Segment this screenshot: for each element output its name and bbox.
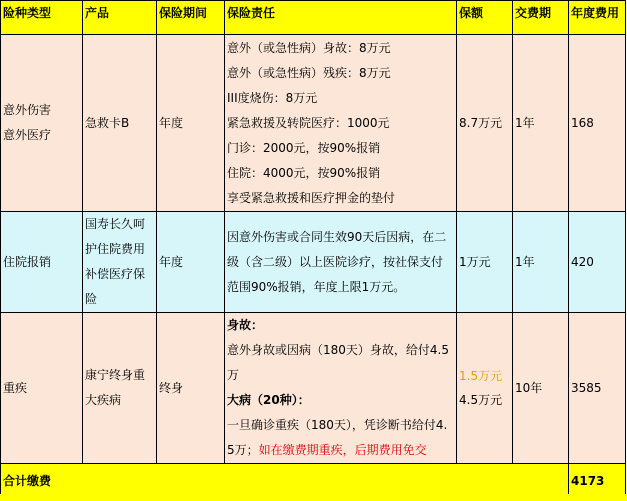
duty-illness-title: 大病（20种）： [227, 393, 310, 407]
cell-period: 年度 [157, 35, 225, 212]
cell-type: 意外伤害 意外医疗 [1, 35, 83, 212]
cell-type: 住院报销 [1, 212, 83, 313]
header-period: 保险期间 [157, 1, 225, 35]
amount-illness: 4.5万元 [459, 393, 503, 407]
cell-duty [225, 313, 457, 464]
duty-death-title: 身故： [227, 318, 264, 332]
duty-illness-text: 一旦确诊重疾（180天），凭诊断书给付4.5万；如在缴费期重疾，后期费用免交 [227, 418, 448, 457]
header-type: 险种类型 [1, 1, 83, 35]
cell-pay-period: 1年 [513, 35, 569, 212]
cell-product: 康宁终身重大疾病 [83, 313, 157, 464]
table-row [1, 313, 626, 464]
cell-product: 急救卡B [83, 35, 157, 212]
header-duty: 保险责任 [225, 1, 457, 35]
bottom-band [0, 494, 627, 501]
table-row [1, 212, 626, 313]
cell-amount: 8.7万元 [457, 35, 513, 212]
cell-pay-period: 1年 [513, 212, 569, 313]
header-amount: 保额 [457, 1, 513, 35]
header-product: 产品 [83, 1, 157, 35]
header-row [1, 1, 626, 35]
table-row [1, 35, 626, 212]
duty-illness-note: 如在缴费期重疾，后期费用免交 [258, 443, 427, 457]
cell-pay-period: 10年 [513, 313, 569, 464]
amount-death: 1.5万元 [459, 369, 503, 383]
cell-annual-fee: 168 [569, 35, 626, 212]
cell-period: 终身 [157, 313, 225, 464]
duty-death-text: 意外身故或因病（180天）身故，给付4.5万 [227, 343, 449, 382]
header-pay-period: 交费期 [513, 1, 569, 35]
cell-period: 年度 [157, 212, 225, 313]
cell-annual-fee: 420 [569, 212, 626, 313]
total-value: 4173 [569, 464, 626, 498]
cell-type: 重疾 [1, 313, 83, 464]
cell-duty: 意外（或急性病）身故：8万元 意外（或急性病）残疾：8万元 III度烧伤：8万元 紧急救援及转院医疗：1000元 门诊：2000元，按90%报销 住院：4000元，按90%报销 享受紧急救援和医疗押金的垫付 [225, 35, 457, 212]
cell-annual-fee: 3585 [569, 313, 626, 464]
header-annual-fee: 年度费用 [569, 1, 626, 35]
cell-duty: 因意外伤害或合同生效90天后因病，在二级（含二级）以上医院诊疗，按社保支付范围90%报销，年度上限1万元。 [225, 212, 457, 313]
cell-product: 国寿长久呵护住院费用补偿医疗保险 [83, 212, 157, 313]
cell-amount [457, 313, 513, 464]
total-label: 合计缴费 [1, 464, 569, 498]
cell-amount: 1万元 [457, 212, 513, 313]
total-row [1, 464, 626, 498]
